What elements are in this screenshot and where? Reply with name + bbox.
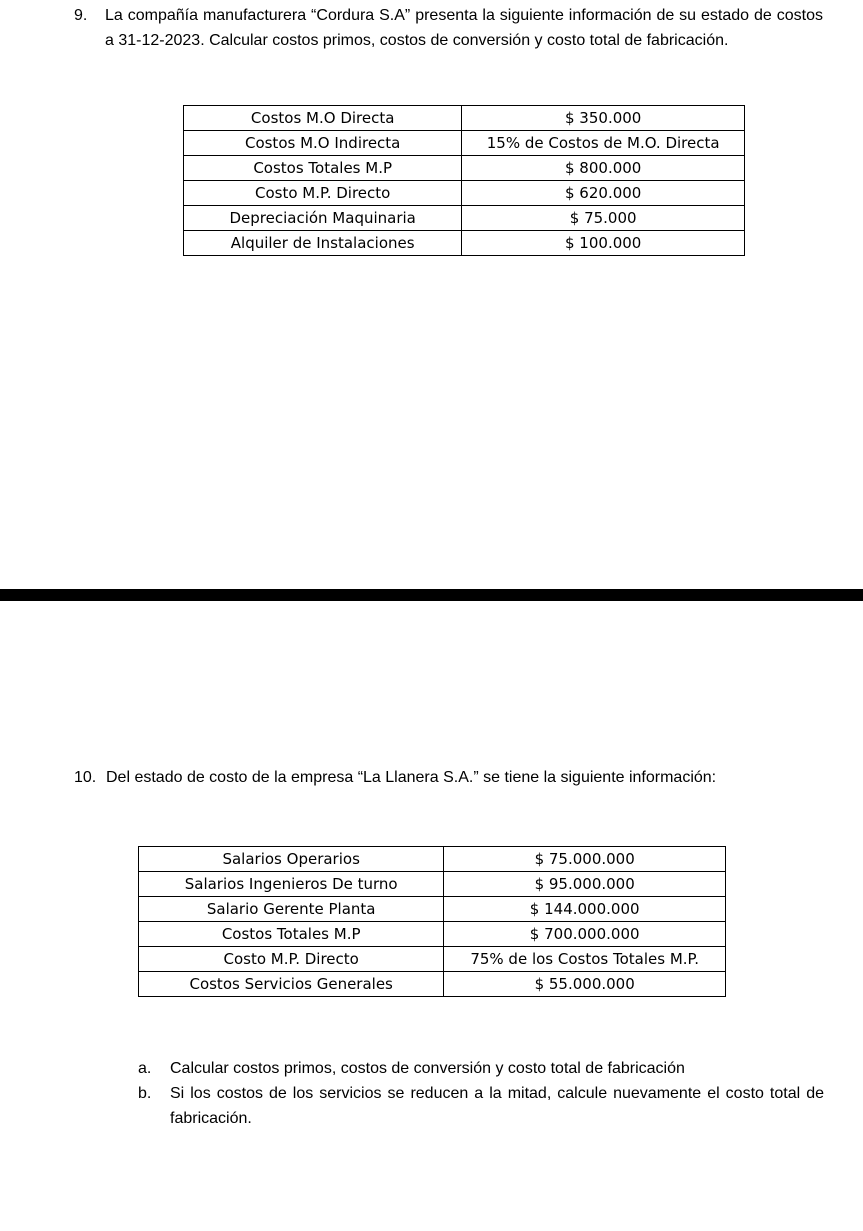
subitem-b-text: Si los costos de los servicios se reducen a la mitad, calcule nuevamente el costo total de fabricación. (170, 1085, 824, 1127)
subitem-b-letter: b. (138, 1085, 152, 1102)
problem-9-table (183, 105, 745, 256)
row-value: 15% de Costos de M.O. Directa (462, 131, 745, 156)
row-label: Costos M.O Directa (184, 106, 462, 131)
row-value: 75% de los Costos Totales M.P. (444, 947, 726, 972)
table-row (184, 106, 745, 131)
row-label: Costos Servicios Generales (139, 972, 444, 997)
row-label: Alquiler de Instalaciones (184, 231, 462, 256)
row-value: $ 95.000.000 (444, 872, 726, 897)
page-divider (0, 589, 863, 601)
table-row (184, 131, 745, 156)
problem-10-table (138, 846, 726, 997)
row-label: Salarios Operarios (139, 847, 444, 872)
problem-10-number: 10. (74, 769, 97, 786)
row-label: Costo M.P. Directo (139, 947, 444, 972)
table-row (139, 847, 726, 872)
row-value: $ 700.000.000 (444, 922, 726, 947)
table-row (139, 872, 726, 897)
row-value: $ 100.000 (462, 231, 745, 256)
row-label: Depreciación Maquinaria (184, 206, 462, 231)
row-value: $ 55.000.000 (444, 972, 726, 997)
row-value: $ 75.000.000 (444, 847, 726, 872)
problem-9-number: 9. (74, 7, 88, 24)
row-label: Costos M.O Indirecta (184, 131, 462, 156)
row-label: Costos Totales M.P (184, 156, 462, 181)
row-value: $ 144.000.000 (444, 897, 726, 922)
table-row (184, 231, 745, 256)
subitem-a-text: Calcular costos primos, costos de conversión y costo total de fabricación (170, 1060, 685, 1077)
row-value: $ 350.000 (462, 106, 745, 131)
table-row (184, 181, 745, 206)
problem-10-statement: Del estado de costo de la empresa “La Llanera S.A.” se tiene la siguiente información: (106, 769, 717, 786)
problem-9-statement: La compañía manufacturera “Cordura S.A” presenta la siguiente información de su estado de costos a 31-12-2023. Calcular costos primos, costos de conversión y costo total de fabricación. (105, 7, 823, 49)
table-row (184, 206, 745, 231)
row-label: Costos Totales M.P (139, 922, 444, 947)
subitem-a (138, 1056, 824, 1081)
row-value: $ 75.000 (462, 206, 745, 231)
row-label: Salario Gerente Planta (139, 897, 444, 922)
table-row (184, 156, 745, 181)
table-row (139, 897, 726, 922)
subitem-b (138, 1081, 824, 1131)
row-value: $ 800.000 (462, 156, 745, 181)
table-row (139, 922, 726, 947)
row-value: $ 620.000 (462, 181, 745, 206)
row-label: Costo M.P. Directo (184, 181, 462, 206)
row-label: Salarios Ingenieros De turno (139, 872, 444, 897)
table-row (139, 972, 726, 997)
subitem-a-letter: a. (138, 1060, 152, 1077)
table-row (139, 947, 726, 972)
